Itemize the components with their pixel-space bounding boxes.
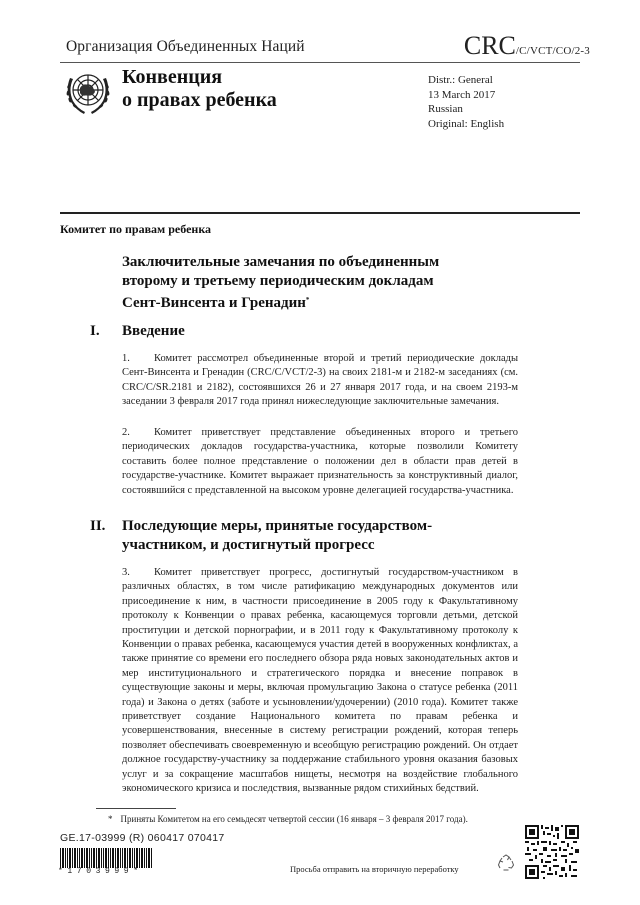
- barcode-number: *1703999*: [58, 867, 143, 876]
- recycle-notice: Просьба отправить на вторичную переработку: [290, 864, 459, 874]
- section-heading-introduction: [90, 322, 510, 342]
- organization-name: Организация Объединенных Наций: [66, 38, 305, 55]
- paragraph-number: 1.: [122, 353, 130, 364]
- paragraph-3: [122, 566, 518, 797]
- footnote: [108, 814, 468, 824]
- paragraph-2: [122, 426, 518, 498]
- paragraph-text: Комитет рассмотрел объединенные второй и третий периодические доклады Сент-Винсента и Гренадин (CRC/C/VCT/2-3) на своих 2181-м и 2182-м заседаниях (см. CRC/C/SR.2181 и 2182), состоявшихся 26 и 27 января 2017 года, и на своем 2193-м заседании 3 февраля 2017 года принял нижеследующие заключительные замечания.: [122, 353, 518, 408]
- document-title-line1: Заключительные замечания по объединенным: [122, 254, 440, 270]
- paragraph-text: Комитет приветствует представление объединенных второго и третьего периодических докладов государства-участника, которые позволили Комитету составить более полное представление о положении дел в области прав детей в государстве-участнике. Комитет выражает признательность за конструктивный диалог, состоявшийся с представленной на высоком уровне делегацией государства-участника.: [122, 427, 518, 496]
- footnote-text: Приняты Комитетом на его семьдесят четвертой сессии (16 января – 3 февраля 2017 года).: [120, 814, 468, 824]
- section-title: Введение: [122, 323, 185, 339]
- header-rule: [60, 62, 580, 63]
- document-symbol: [464, 32, 590, 65]
- distribution-block: [428, 73, 504, 131]
- job-number: GE.17-03999 (R) 060417 070417: [60, 832, 225, 844]
- section-number: I.: [90, 323, 100, 339]
- convention-title-line2: о правах ребенка: [122, 89, 277, 111]
- section-title: Последующие меры, принятые государством-участником, и достигнутый прогресс: [122, 518, 433, 553]
- symbol-sub: /C/VCT/CO/2-3: [515, 45, 590, 57]
- document-date: 13 March 2017: [428, 88, 496, 101]
- original-language: Original: English: [428, 117, 505, 130]
- paragraph-text: Комитет приветствует прогресс, достигнутый государством-участником в различных областях, в том числе ратификацию международных документов или присоединение к ним, в частности присоединение в 2005 году к Факультативному протоколу к Конвенции о правах ребенка, касающемуся торговли детьми, детской проституции и детской порнографии, и в 2011 году к Факультативному протоколу к Конвенции о правах ребенка, касающемуся участия детей в вооруженных конфликтах, а также принятие со времени его последнего обзора ряда новых законодательных актов и мер институционального и стратегического порядка и внесение поправок в существующие законы и меры, включая промульгацию Закона о статусе ребенка (2011 года) и Закона о детях (заботе и усыновлении/удочерении) (2010 года). Комитет также приветствует создание Национального комитета по правам ребенка и усовершенствования, внесенные в систему регистрации рождений, которая теперь позволяет обеспечивать своевременную и всеобщую регистрацию рождений. Он отдает должное государству-участнику за поддержание стабильного уровня оказания базовых услуг и за сокращение масштабов нищеты, несмотря на воздействие глобального экономического кризиса и последствия, вызванные рядом стихийных бедствий.: [122, 567, 518, 795]
- committee-name: Комитет по правам ребенка: [60, 222, 212, 236]
- title-rule: [60, 212, 580, 214]
- document-title-line2: второму и третьему периодическим докладам: [122, 273, 434, 289]
- un-emblem-icon: [62, 66, 114, 118]
- symbol-main: CRC: [463, 31, 516, 60]
- convention-title: [122, 66, 277, 112]
- section-heading-follow-up: [90, 517, 510, 557]
- barcode-icon: [60, 848, 152, 868]
- convention-title-line1: Конвенция: [122, 66, 223, 88]
- document-title: [122, 253, 522, 313]
- document-title-line3: Сент-Винсента и Гренадин*: [122, 295, 310, 311]
- document-language: Russian: [428, 103, 463, 115]
- footnote-marker: *: [108, 814, 113, 824]
- qr-code-icon: [525, 825, 579, 879]
- recycle-icon: [496, 853, 516, 873]
- footnote-marker[interactable]: *: [305, 296, 310, 304]
- section-number: II.: [90, 518, 106, 534]
- footnote-rule: [96, 808, 176, 809]
- paragraph-1: [122, 352, 518, 410]
- paragraph-number: 2.: [122, 427, 130, 438]
- paragraph-number: 3.: [122, 567, 130, 578]
- distribution-type: Distr.: General: [428, 74, 493, 86]
